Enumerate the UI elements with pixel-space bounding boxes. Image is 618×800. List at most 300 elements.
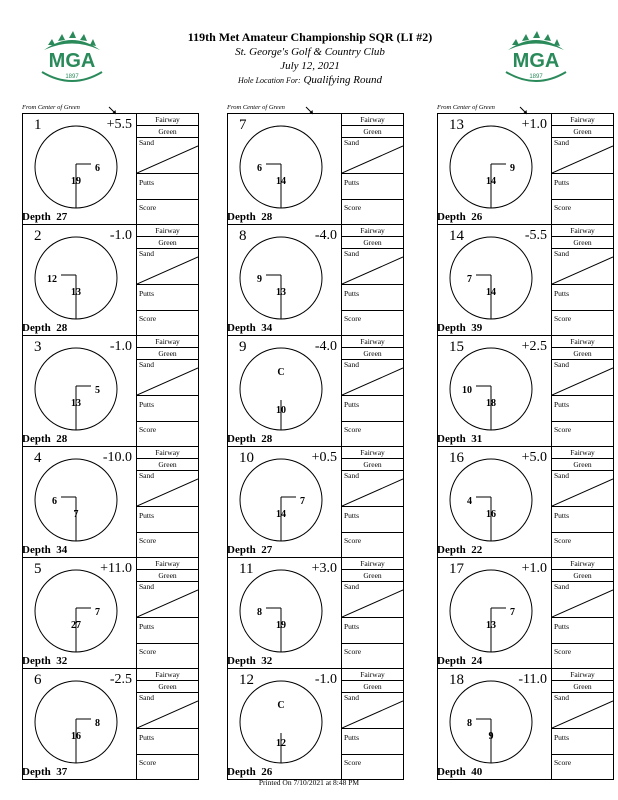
- green-diagram: [33, 679, 119, 765]
- depth-caption: Depth: [22, 544, 51, 556]
- pin-offset: -4.0: [314, 228, 337, 243]
- sand-cell: Sand: [137, 360, 198, 396]
- pin-offset: -10.0: [102, 450, 132, 465]
- depth-value: 28: [261, 433, 273, 445]
- green-diagram: [238, 679, 324, 765]
- sand-cell: Sand: [137, 582, 198, 618]
- depth-from-front: 19: [276, 620, 286, 631]
- green-cell: Green: [137, 681, 198, 693]
- sand-cell: Sand: [552, 360, 613, 396]
- svg-text:1897: 1897: [65, 74, 79, 80]
- green-diagram: [33, 346, 119, 432]
- depth-caption: Depth: [227, 322, 256, 334]
- side-distance: 6: [257, 163, 262, 174]
- hole-diagram-area: [438, 336, 552, 446]
- fairway-cell: Fairway: [342, 114, 403, 126]
- stats-column: [552, 558, 613, 668]
- score-cell: Score: [344, 647, 362, 656]
- green-diagram: [448, 346, 534, 432]
- depth-caption: Depth: [437, 211, 466, 223]
- green-diagram: [33, 124, 119, 210]
- fairway-cell: Fairway: [137, 225, 198, 237]
- putts-cell: Putts: [342, 396, 403, 422]
- stats-column: [552, 114, 613, 224]
- depth-value: 32: [56, 655, 68, 667]
- depth-value: 39: [471, 322, 483, 334]
- center-marker: C: [277, 367, 285, 378]
- putts-cell: Putts: [342, 285, 403, 311]
- sand-diagonal: [342, 693, 403, 729]
- depth-label: [22, 655, 67, 668]
- hole-diagram-area: [228, 669, 342, 779]
- putts-cell: Putts: [552, 174, 613, 200]
- green-diagram: [448, 679, 534, 765]
- pin-offset: +1.0: [521, 117, 547, 132]
- side-distance: 5: [95, 385, 100, 396]
- hole-diagram-area: [228, 447, 342, 557]
- hole-number: 10: [239, 450, 254, 466]
- sand-cell: Sand: [137, 138, 198, 174]
- hole-diagram-area: [23, 669, 137, 779]
- score-cell: Score: [344, 536, 362, 545]
- depth-from-front: 13: [486, 620, 496, 631]
- depth-label: [22, 211, 67, 224]
- depth-from-front: 27: [71, 620, 81, 631]
- hole-location-value: Qualifying Round: [303, 74, 382, 86]
- pin-offset: -11.0: [518, 672, 547, 687]
- score-cell: Score: [344, 203, 362, 212]
- hole-number: 3: [34, 339, 42, 355]
- depth-label: [22, 544, 67, 557]
- hole-card: [23, 114, 198, 225]
- side-distance: 12: [47, 274, 57, 285]
- score-cell: Score: [554, 758, 572, 767]
- score-cell: Score: [344, 314, 362, 323]
- fairway-cell: Fairway: [137, 447, 198, 459]
- championship-title: 119th Met Amateur Championship SQR (LI #2): [187, 30, 433, 44]
- sand-cell: Sand: [137, 693, 198, 729]
- green-cell: Green: [552, 348, 613, 360]
- score-cell: Score: [554, 425, 572, 434]
- putts-cell: Putts: [552, 729, 613, 755]
- depth-label: [227, 322, 272, 335]
- putts-cell: Putts: [137, 507, 198, 533]
- stats-column: [552, 447, 613, 557]
- sand-cell: Sand: [552, 693, 613, 729]
- score-cell: Score: [554, 203, 572, 212]
- hole-number: 12: [239, 672, 254, 688]
- putts-cell: Putts: [552, 396, 613, 422]
- mga-logo-left: [36, 28, 108, 84]
- depth-from-front: 13: [71, 398, 81, 409]
- depth-caption: Depth: [22, 766, 51, 778]
- green-diagram: [448, 235, 534, 321]
- sand-diagonal: [137, 693, 198, 729]
- sand-diagonal: [552, 360, 613, 396]
- hole-diagram-area: [23, 225, 137, 335]
- hole-number: 9: [239, 339, 247, 355]
- sand-cell: Sand: [552, 471, 613, 507]
- green-diagram: [238, 457, 324, 543]
- mga-logo-right: [500, 28, 572, 84]
- stats-column: [342, 336, 403, 446]
- green-diagram: [238, 124, 324, 210]
- hole-number: 14: [449, 228, 464, 244]
- hole-number: 5: [34, 561, 42, 577]
- fairway-cell: Fairway: [342, 558, 403, 570]
- putts-cell: Putts: [342, 507, 403, 533]
- hole-number: 18: [449, 672, 464, 688]
- hole-number: 2: [34, 228, 42, 244]
- depth-value: 28: [56, 433, 68, 445]
- sand-diagonal: [137, 138, 198, 174]
- sand-diagonal: [342, 138, 403, 174]
- depth-from-front: 16: [71, 731, 81, 742]
- fairway-cell: Fairway: [552, 447, 613, 459]
- fairway-cell: Fairway: [552, 225, 613, 237]
- side-distance: 7: [467, 274, 472, 285]
- putts-cell: Putts: [137, 618, 198, 644]
- stats-column: [137, 225, 198, 335]
- depth-from-front: 10: [276, 405, 286, 416]
- stats-column: [552, 225, 613, 335]
- green-diagram: [33, 457, 119, 543]
- depth-caption: Depth: [22, 655, 51, 667]
- green-cell: Green: [137, 126, 198, 138]
- depth-caption: Depth: [227, 544, 256, 556]
- depth-caption: Depth: [437, 544, 466, 556]
- depth-value: 22: [471, 544, 483, 556]
- green-diagram: [238, 568, 324, 654]
- depth-label: [437, 433, 482, 446]
- svg-text:1897: 1897: [529, 74, 543, 80]
- depth-from-front: 12: [276, 738, 286, 749]
- hole-number: 16: [449, 450, 464, 466]
- side-distance: 7: [510, 607, 515, 618]
- hole-card: [228, 114, 403, 225]
- hole-card: [23, 669, 198, 779]
- fairway-cell: Fairway: [342, 336, 403, 348]
- fairway-cell: Fairway: [137, 114, 198, 126]
- fairway-cell: Fairway: [137, 336, 198, 348]
- hole-cards: [437, 113, 614, 780]
- sand-diagonal: [137, 360, 198, 396]
- depth-value: 34: [261, 322, 273, 334]
- hole-diagram-area: [228, 558, 342, 668]
- depth-label: [227, 211, 272, 224]
- green-cell: Green: [137, 459, 198, 471]
- hole-diagram-area: [23, 336, 137, 446]
- depth-from-front: 14: [486, 287, 496, 298]
- stats-column: [552, 669, 613, 779]
- green-diagram: [448, 568, 534, 654]
- fairway-cell: Fairway: [342, 669, 403, 681]
- score-cell: Score: [554, 536, 572, 545]
- pin-offset: -1.0: [314, 672, 337, 687]
- side-distance: 7: [95, 607, 100, 618]
- from-center-label: From Center of Green: [22, 104, 80, 111]
- depth-label: [437, 322, 482, 335]
- stats-column: [137, 336, 198, 446]
- score-cell: Score: [554, 314, 572, 323]
- sand-cell: Sand: [342, 693, 403, 729]
- hole-cards: [22, 113, 199, 780]
- depth-from-front: 13: [71, 287, 81, 298]
- hole-number: 1: [34, 117, 42, 133]
- depth-value: 40: [471, 766, 483, 778]
- green-cell: Green: [552, 459, 613, 471]
- depth-label: [227, 544, 272, 557]
- sand-diagonal: [342, 360, 403, 396]
- depth-value: 28: [56, 322, 68, 334]
- hole-card: [23, 558, 198, 669]
- depth-from-front: 14: [276, 176, 286, 187]
- hole-number: 11: [239, 561, 254, 577]
- putts-cell: Putts: [552, 618, 613, 644]
- pin-offset: +1.0: [521, 561, 547, 576]
- stats-column: [342, 669, 403, 779]
- score-cell: Score: [344, 425, 362, 434]
- hole-diagram-area: [23, 114, 137, 224]
- sand-diagonal: [552, 693, 613, 729]
- putts-cell: Putts: [137, 174, 198, 200]
- stats-column: [342, 558, 403, 668]
- from-center-label: From Center of Green: [437, 104, 495, 111]
- green-cell: Green: [137, 348, 198, 360]
- green-cell: Green: [137, 237, 198, 249]
- green-cell: Green: [342, 126, 403, 138]
- depth-from-front: 14: [486, 176, 496, 187]
- hole-number: 15: [449, 339, 464, 355]
- putts-cell: Putts: [552, 285, 613, 311]
- hole-card: [228, 336, 403, 447]
- hole-card: [23, 336, 198, 447]
- score-cell: Score: [139, 203, 157, 212]
- green-cell: Green: [137, 570, 198, 582]
- depth-label: [22, 322, 67, 335]
- hole-number: 6: [34, 672, 42, 688]
- hole-number: 7: [239, 117, 247, 133]
- depth-label: [22, 433, 67, 446]
- hole-location-line: [140, 73, 480, 88]
- title-block: [140, 30, 480, 88]
- fairway-cell: Fairway: [552, 669, 613, 681]
- depth-caption: Depth: [227, 211, 256, 223]
- depth-caption: Depth: [227, 655, 256, 667]
- green-diagram: [33, 568, 119, 654]
- hole-diagram-area: [23, 447, 137, 557]
- pin-offset: +0.5: [311, 450, 337, 465]
- sand-diagonal: [342, 582, 403, 618]
- hole-diagram-area: [23, 558, 137, 668]
- depth-value: 31: [471, 433, 483, 445]
- event-date: July 12, 2021: [280, 60, 340, 72]
- depth-from-front: 19: [71, 176, 81, 187]
- hole-diagram-area: [228, 336, 342, 446]
- depth-from-front: 14: [276, 509, 286, 520]
- fairway-cell: Fairway: [552, 336, 613, 348]
- sand-diagonal: [137, 582, 198, 618]
- sand-cell: Sand: [137, 249, 198, 285]
- green-cell: Green: [552, 570, 613, 582]
- side-distance: 9: [510, 163, 515, 174]
- side-distance: 8: [257, 607, 262, 618]
- side-distance: 8: [467, 718, 472, 729]
- sand-cell: Sand: [552, 138, 613, 174]
- depth-from-front: 7: [73, 509, 79, 520]
- green-diagram: [33, 235, 119, 321]
- depth-label: [437, 544, 482, 557]
- svg-text:MGA: MGA: [512, 50, 560, 72]
- pin-offset: +3.0: [311, 561, 337, 576]
- depth-value: 24: [471, 655, 483, 667]
- hole-diagram-area: [228, 114, 342, 224]
- hole-diagram-area: [228, 225, 342, 335]
- hole-location-label: Hole Location For:: [238, 76, 301, 85]
- sand-cell: Sand: [342, 360, 403, 396]
- sand-cell: Sand: [342, 582, 403, 618]
- stats-column: [137, 447, 198, 557]
- pin-offset: -2.5: [109, 672, 132, 687]
- fairway-cell: Fairway: [137, 669, 198, 681]
- hole-card: [228, 558, 403, 669]
- green-cell: Green: [552, 126, 613, 138]
- pin-offset: +11.0: [100, 561, 132, 576]
- depth-caption: Depth: [22, 433, 51, 445]
- pin-offset: +2.5: [521, 339, 547, 354]
- putts-cell: Putts: [342, 618, 403, 644]
- hole-card: [438, 669, 613, 779]
- green-diagram: [238, 235, 324, 321]
- depth-caption: Depth: [22, 322, 51, 334]
- sand-diagonal: [342, 471, 403, 507]
- pin-offset: -5.5: [524, 228, 547, 243]
- depth-caption: Depth: [227, 766, 256, 778]
- side-distance: 6: [52, 496, 57, 507]
- putts-cell: Putts: [342, 729, 403, 755]
- hole-diagram-area: [438, 558, 552, 668]
- depth-caption: Depth: [437, 322, 466, 334]
- green-cell: Green: [342, 681, 403, 693]
- depth-label: [227, 433, 272, 446]
- depth-caption: Depth: [437, 655, 466, 667]
- hole-card: [228, 225, 403, 336]
- green-cell: Green: [342, 459, 403, 471]
- depth-value: 27: [56, 211, 68, 223]
- stats-column: [552, 336, 613, 446]
- score-cell: Score: [139, 647, 157, 656]
- score-cell: Score: [554, 647, 572, 656]
- pin-offset: -1.0: [109, 228, 132, 243]
- hole-card: [23, 447, 198, 558]
- stats-column: [342, 225, 403, 335]
- depth-value: 26: [261, 766, 273, 778]
- hole-card: [438, 225, 613, 336]
- hole-diagram-area: [438, 447, 552, 557]
- side-distance: 7: [300, 496, 305, 507]
- sand-diagonal: [552, 582, 613, 618]
- sand-diagonal: [342, 249, 403, 285]
- score-cell: Score: [344, 758, 362, 767]
- depth-value: 37: [56, 766, 68, 778]
- hole-card: [228, 447, 403, 558]
- side-distance: 8: [95, 718, 100, 729]
- score-cell: Score: [139, 425, 157, 434]
- side-distance: 10: [462, 385, 472, 396]
- stats-column: [342, 114, 403, 224]
- hole-cards: [227, 113, 404, 780]
- depth-value: 26: [471, 211, 483, 223]
- fairway-cell: Fairway: [137, 558, 198, 570]
- depth-value: 34: [56, 544, 68, 556]
- side-distance: 9: [257, 274, 262, 285]
- sand-cell: Sand: [342, 471, 403, 507]
- putts-cell: Putts: [137, 285, 198, 311]
- depth-from-front: 9: [488, 731, 494, 742]
- sand-cell: Sand: [342, 249, 403, 285]
- stats-column: [137, 114, 198, 224]
- depth-value: 32: [261, 655, 273, 667]
- depth-caption: Depth: [437, 433, 466, 445]
- hole-card: [228, 669, 403, 779]
- depth-value: 28: [261, 211, 273, 223]
- sand-diagonal: [552, 249, 613, 285]
- sand-cell: Sand: [552, 582, 613, 618]
- hole-card: [438, 558, 613, 669]
- sand-cell: Sand: [552, 249, 613, 285]
- depth-label: [227, 655, 272, 668]
- sand-diagonal: [137, 249, 198, 285]
- depth-from-front: 18: [486, 398, 496, 409]
- sand-cell: Sand: [137, 471, 198, 507]
- hole-number: 17: [449, 561, 464, 577]
- center-marker: C: [277, 700, 285, 711]
- depth-caption: Depth: [437, 766, 466, 778]
- hole-number: 8: [239, 228, 247, 244]
- hole-number: 4: [34, 450, 42, 466]
- pin-offset: +5.0: [521, 450, 547, 465]
- sand-diagonal: [552, 138, 613, 174]
- pin-offset: -4.0: [314, 339, 337, 354]
- putts-cell: Putts: [137, 396, 198, 422]
- from-center-label: From Center of Green: [227, 104, 285, 111]
- depth-label: [437, 211, 482, 224]
- svg-text:MGA: MGA: [48, 50, 96, 72]
- sheet-header: [0, 0, 618, 100]
- score-cell: Score: [139, 314, 157, 323]
- fairway-cell: Fairway: [342, 447, 403, 459]
- putts-cell: Putts: [137, 729, 198, 755]
- depth-value: 27: [261, 544, 273, 556]
- stats-column: [137, 669, 198, 779]
- hole-number: 13: [449, 117, 464, 133]
- green-diagram: [448, 457, 534, 543]
- green-cell: Green: [552, 237, 613, 249]
- fairway-cell: Fairway: [552, 114, 613, 126]
- green-diagram: [448, 124, 534, 210]
- printed-on: Printed On 7/10/2021 at 8:48 PM: [258, 778, 360, 787]
- hole-card: [438, 336, 613, 447]
- club-name: St. George's Golf & Country Club: [235, 46, 385, 58]
- green-cell: Green: [552, 681, 613, 693]
- depth-caption: Depth: [22, 211, 51, 223]
- stats-column: [137, 558, 198, 668]
- green-cell: Green: [342, 348, 403, 360]
- depth-from-front: 16: [486, 509, 496, 520]
- hole-card: [438, 114, 613, 225]
- pin-offset: +5.5: [106, 117, 132, 132]
- putts-cell: Putts: [552, 507, 613, 533]
